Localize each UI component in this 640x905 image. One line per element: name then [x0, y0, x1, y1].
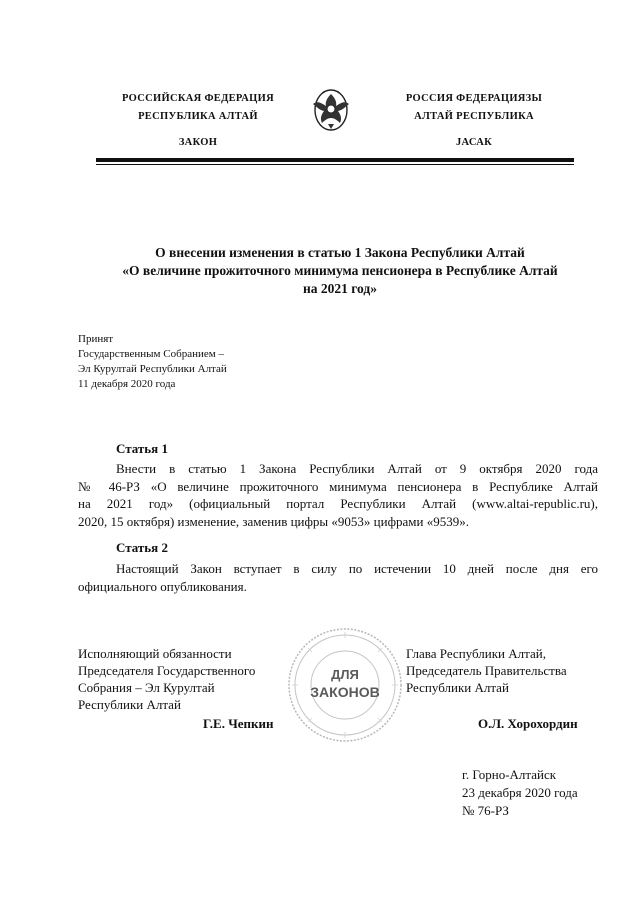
signatory-right-name: О.Л. Хорохордин [478, 716, 578, 731]
adoption-date: 11 декабря 2020 года [78, 378, 176, 390]
header-right-doc-type: JАСАК [455, 137, 493, 148]
header-left-republic: РЕСПУБЛИКА АЛТАЙ [138, 111, 258, 122]
header-left-country: РОССИЙСКАЯ ФЕДЕРАЦИЯ [122, 93, 274, 104]
stamp-line-2: ЗАКОНОВ [310, 684, 380, 700]
law-title-line: на 2021 год» [302, 281, 377, 296]
article-1-text [78, 460, 598, 530]
header-divider-thick [96, 158, 574, 162]
place-date-number [462, 766, 578, 820]
article-2-line: официального опубликования. [78, 578, 247, 594]
adoption-label: Принят [78, 333, 114, 345]
adoption-info [78, 332, 227, 392]
article-2-line: Настоящий Закон вступает в силу по истечении 10 дней после дня его [116, 561, 598, 576]
signatory-left-title: Республики Алтай [78, 697, 181, 712]
signatory-left-name: Г.Е. Чепкин [203, 716, 274, 731]
law-number: № 76-РЗ [462, 803, 509, 818]
article-1-line: № 46-РЗ «О величине прожиточного минимума пенсионера в Республике Алтай [78, 478, 598, 494]
article-1-line: на 2021 год» (официальный портал Республики Алтай (www.altai-republic.ru), [78, 496, 598, 511]
article-1-line: 2020, 15 октября) изменение, заменив цифры «9053» цифрами «9539». [78, 513, 469, 529]
signatory-left-title: Исполняющий обязанности [78, 646, 232, 661]
law-title-line: «О величине прожиточного минимума пенсионера в Республике Алтай [122, 263, 558, 278]
article-2-heading: Статья 2 [116, 540, 168, 555]
adoption-body: Государственным Собранием – [78, 348, 224, 360]
signatory-left-title: Председателя Государственного [78, 663, 256, 678]
signatory-right-title: Республики Алтай [406, 680, 509, 695]
signature-left [78, 645, 255, 713]
law-date: 23 декабря 2020 года [462, 785, 578, 800]
header-right-republic: АЛТАЙ РЕСПУБЛИКА [414, 111, 534, 122]
adoption-body-name: Эл Курултай Республики Алтай [78, 363, 227, 375]
article-1-heading: Статья 1 [116, 441, 168, 456]
law-title-line: О внесении изменения в статью 1 Закона Республики Алтай [155, 245, 525, 260]
official-seal-stamp [286, 626, 404, 744]
place-city: г. Горно-Алтайск [462, 767, 557, 782]
signatory-right-title: Глава Республики Алтай, [406, 646, 546, 661]
article-1-line: Внести в статью 1 Закона Республики Алтай от 9 октября 2020 года [116, 461, 598, 476]
header-right-country: РОССИЯ ФЕДЕРАЦИЯЗЫ [405, 93, 543, 104]
article-2-text [78, 560, 598, 595]
signatory-right-title: Председатель Правительства [406, 663, 567, 678]
coat-of-arms-eagle-icon [306, 84, 356, 134]
law-title [80, 244, 600, 298]
stamp-line-1: ДЛЯ [331, 667, 359, 682]
header-divider-thin [96, 164, 574, 165]
signatory-left-title: Собрания – Эл Курултай [78, 680, 215, 695]
header-left-doc-type: ЗАКОН [178, 137, 218, 148]
signature-right [406, 645, 567, 696]
